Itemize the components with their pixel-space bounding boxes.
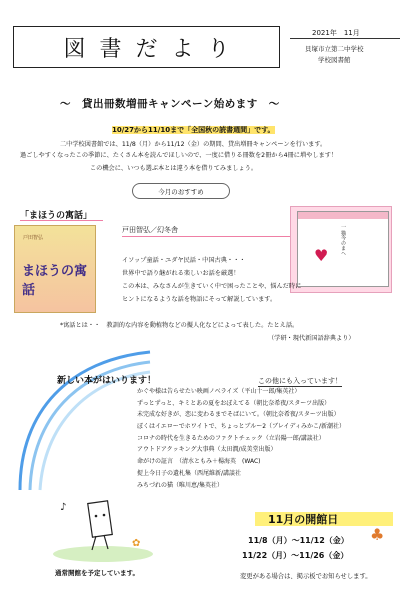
campaign-subhead-text: 10/27から11/10まで「全国秋の読書週間」です。 [112, 126, 275, 134]
issue-date: 2021年 11月 [312, 29, 360, 37]
campaign-para2: 過ごしやすくなったこの季節に、たくさん本を読んでほしいので、一度に借りる冊数を2冊から4冊に増やします！ [20, 152, 338, 159]
new-books-list [137, 388, 397, 489]
campaign-para3: この機会に、いつも選ぶ本とは違う本を借りてみましょう。 [90, 165, 258, 172]
schedule-line-2: 11/22（月）～11/26（金） [242, 551, 349, 560]
list-item: みちづれの猫（唯川恵/集英社） [137, 481, 223, 489]
page-title: 図書だより [63, 36, 244, 62]
poem-card [297, 211, 389, 287]
library-name: 学校図書館 [318, 56, 351, 64]
list-item: 命がけの証言 （清水ともみ＋楊海英 (WAC) [137, 458, 261, 466]
footer-left: 通常開館を予定しています。 [55, 569, 139, 577]
header-rule [290, 38, 400, 39]
poem-card-header [298, 212, 388, 219]
book-title-underline [20, 220, 103, 221]
allegory-definition: *寓話とは・・ 教訓的な内容を動植物などの擬人化などによって表した。たとえ話。 [60, 322, 299, 329]
book-body [88, 501, 113, 537]
heart-icon: ♥ [314, 246, 329, 265]
book-desc-4: ヒントになるような話を物語にそって解説しています。 [122, 296, 277, 303]
book-character-illustration [48, 488, 158, 563]
campaign-headline: ～ 貸出冊数増冊キャンペーン始めます ～ [60, 98, 280, 110]
title-box [13, 26, 280, 68]
recommend-label [132, 183, 230, 199]
book-cover-title: まほうの寓話 [22, 264, 88, 298]
author-rule [122, 236, 292, 237]
campaign-para1: 二中学校図書館では、11/8（月）から11/12（金）の期間、貸出増冊キャンペーンを行います。 [60, 141, 327, 148]
others-heading: この他にも入っています！ [258, 377, 342, 385]
list-item: 捉上今日子の遺札集（西尾維新/講談社 [137, 469, 242, 477]
footer-right: 変更がある場合は、掲示板でお知らせします。 [240, 573, 372, 580]
book-title: 「まほうの寓話」 [20, 211, 93, 221]
tree-icon: ♣ [370, 525, 385, 544]
eye-left [95, 515, 98, 518]
book-cover-author: 戸田智弘 [23, 235, 44, 241]
list-item: コロナの時代を生きるためのファクトチェック（立岩陽一郎/講談社） [137, 434, 325, 442]
definition-source: （学研・現代新国語辞典より） [268, 335, 355, 342]
recommend-label-text: 今月のおすすめ [158, 187, 204, 196]
campaign-subhead [112, 125, 275, 135]
list-item: 未完成な好きが、恋に変わるまでそばにいて。（朝比奈希夜/スターツ出版） [137, 411, 340, 419]
school-name: 貝塚市立第二中学校 [305, 45, 364, 53]
schedule-heading: 11月の開館日 [268, 513, 339, 526]
book-author: 戸田智弘／幻冬舎 [122, 226, 178, 234]
new-books-heading: 新しい本がはいります！ [57, 376, 157, 386]
book-desc-2: 世界中で語り継がれる楽しいお話を厳選！ [122, 270, 240, 277]
poem-card-text: 一 猫今のまへ [340, 224, 346, 256]
list-item: かぐや様は告らせたい映画ノベライズ（平山十一郎/集英社） [137, 388, 301, 395]
list-item: ぼくはイエローでホワイトで、ちょっとブルー2（ブレイディみかこ/新潮社） [137, 423, 346, 431]
flower-icon: ✿ [132, 538, 141, 549]
arc-stripe-3 [40, 372, 150, 490]
book-cover-image [14, 225, 96, 313]
list-item: ずっとずっと、キミとあの夏をおぼえてる（朝比奈希夜/スターツ出版） [137, 399, 331, 407]
arc-illustration [0, 340, 160, 500]
book-desc-1: イソップ童話・ユダヤ民話・中国古典・・・ [122, 257, 246, 264]
book-desc-3: この本は、みなさんが生きていく中で困ったことや、悩んだ時に [122, 283, 302, 290]
eye-right [103, 514, 106, 517]
schedule-line-1: 11/8（月）～11/12（金） [248, 536, 349, 545]
music-note-icon: ♪ [60, 502, 67, 513]
list-item: アウトドアクッキング大事典（太田潤/成美堂出版） [137, 446, 277, 454]
